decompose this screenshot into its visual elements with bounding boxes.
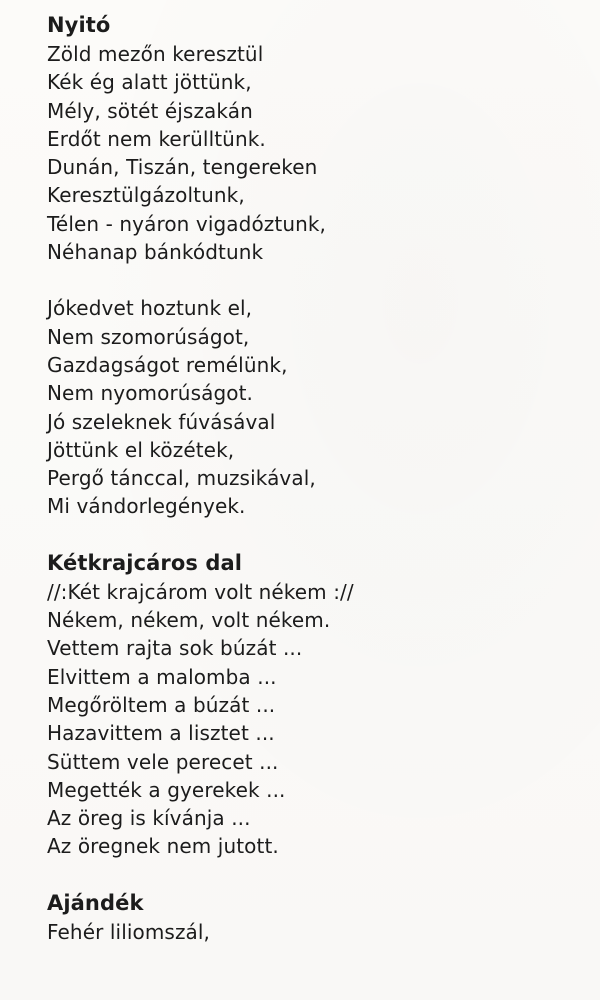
song-nyito (47, 10, 567, 521)
stanza (47, 578, 567, 861)
lyric-line: Kék ég alatt jöttünk, (47, 70, 252, 95)
lyric-line: Mély, sötét éjszakán (47, 98, 253, 123)
stanza (47, 294, 567, 520)
stanza (47, 40, 567, 266)
lyric-line: //:Két krajcárom volt nékem :// (47, 579, 354, 604)
song-ketkrajcaros-dal (47, 548, 567, 861)
section-spacer (47, 861, 567, 888)
lyric-line: Néhanap bánkódtunk (47, 240, 264, 265)
lyric-line: Jókedvet hoztunk el, (47, 296, 253, 321)
stanza-spacer (47, 266, 567, 294)
lyric-line: Az öreg is kívánja ... (47, 806, 251, 831)
lyric-line: Jó szeleknek fúvásával (47, 409, 276, 434)
lyric-line: Mi vándorlegények. (47, 494, 246, 519)
lyric-line: Elvittem a malomba ... (47, 664, 277, 689)
song-title: Ajándék (47, 890, 144, 915)
lyric-line: Gazdagságot remélünk, (47, 352, 288, 377)
lyric-line: Dunán, Tiszán, tengereken (47, 155, 318, 180)
lyric-line: Keresztülgázoltunk, (47, 183, 245, 208)
lyric-line: Nékem, nékem, volt nékem. (47, 608, 331, 633)
song-title: Nyitó (47, 13, 111, 37)
lyric-line: Süttem vele perecet ... (47, 749, 279, 774)
section-spacer (47, 521, 567, 548)
lyric-line: Jöttünk el közétek, (47, 437, 235, 462)
lyric-line: Nem nyomorúságot. (47, 381, 253, 406)
lyric-line: Vettem rajta sok búzát ... (47, 636, 303, 661)
lyric-line: Hazavittem a lisztet ... (47, 721, 275, 746)
lyric-line: Megették a gyerekek ... (47, 777, 286, 802)
song-title: Kétkrajcáros dal (47, 550, 243, 575)
lyric-line: Pergő tánccal, muzsikával, (47, 466, 316, 491)
lyric-line: Zöld mezőn keresztül (47, 42, 264, 66)
stanza (47, 918, 567, 946)
lyric-line: Erdőt nem kerülltünk. (47, 126, 266, 151)
lyric-line: Megőröltem a búzát ... (47, 692, 276, 717)
song-ajandek (47, 888, 567, 946)
lyrics-content (47, 10, 567, 946)
lyric-line: Télen - nyáron vigadóztunk, (47, 211, 327, 236)
lyric-line: Fehér liliomszál, (47, 919, 211, 944)
lyric-line: Nem szomorúságot, (47, 324, 250, 349)
lyric-line: Az öregnek nem jutott. (47, 834, 279, 859)
